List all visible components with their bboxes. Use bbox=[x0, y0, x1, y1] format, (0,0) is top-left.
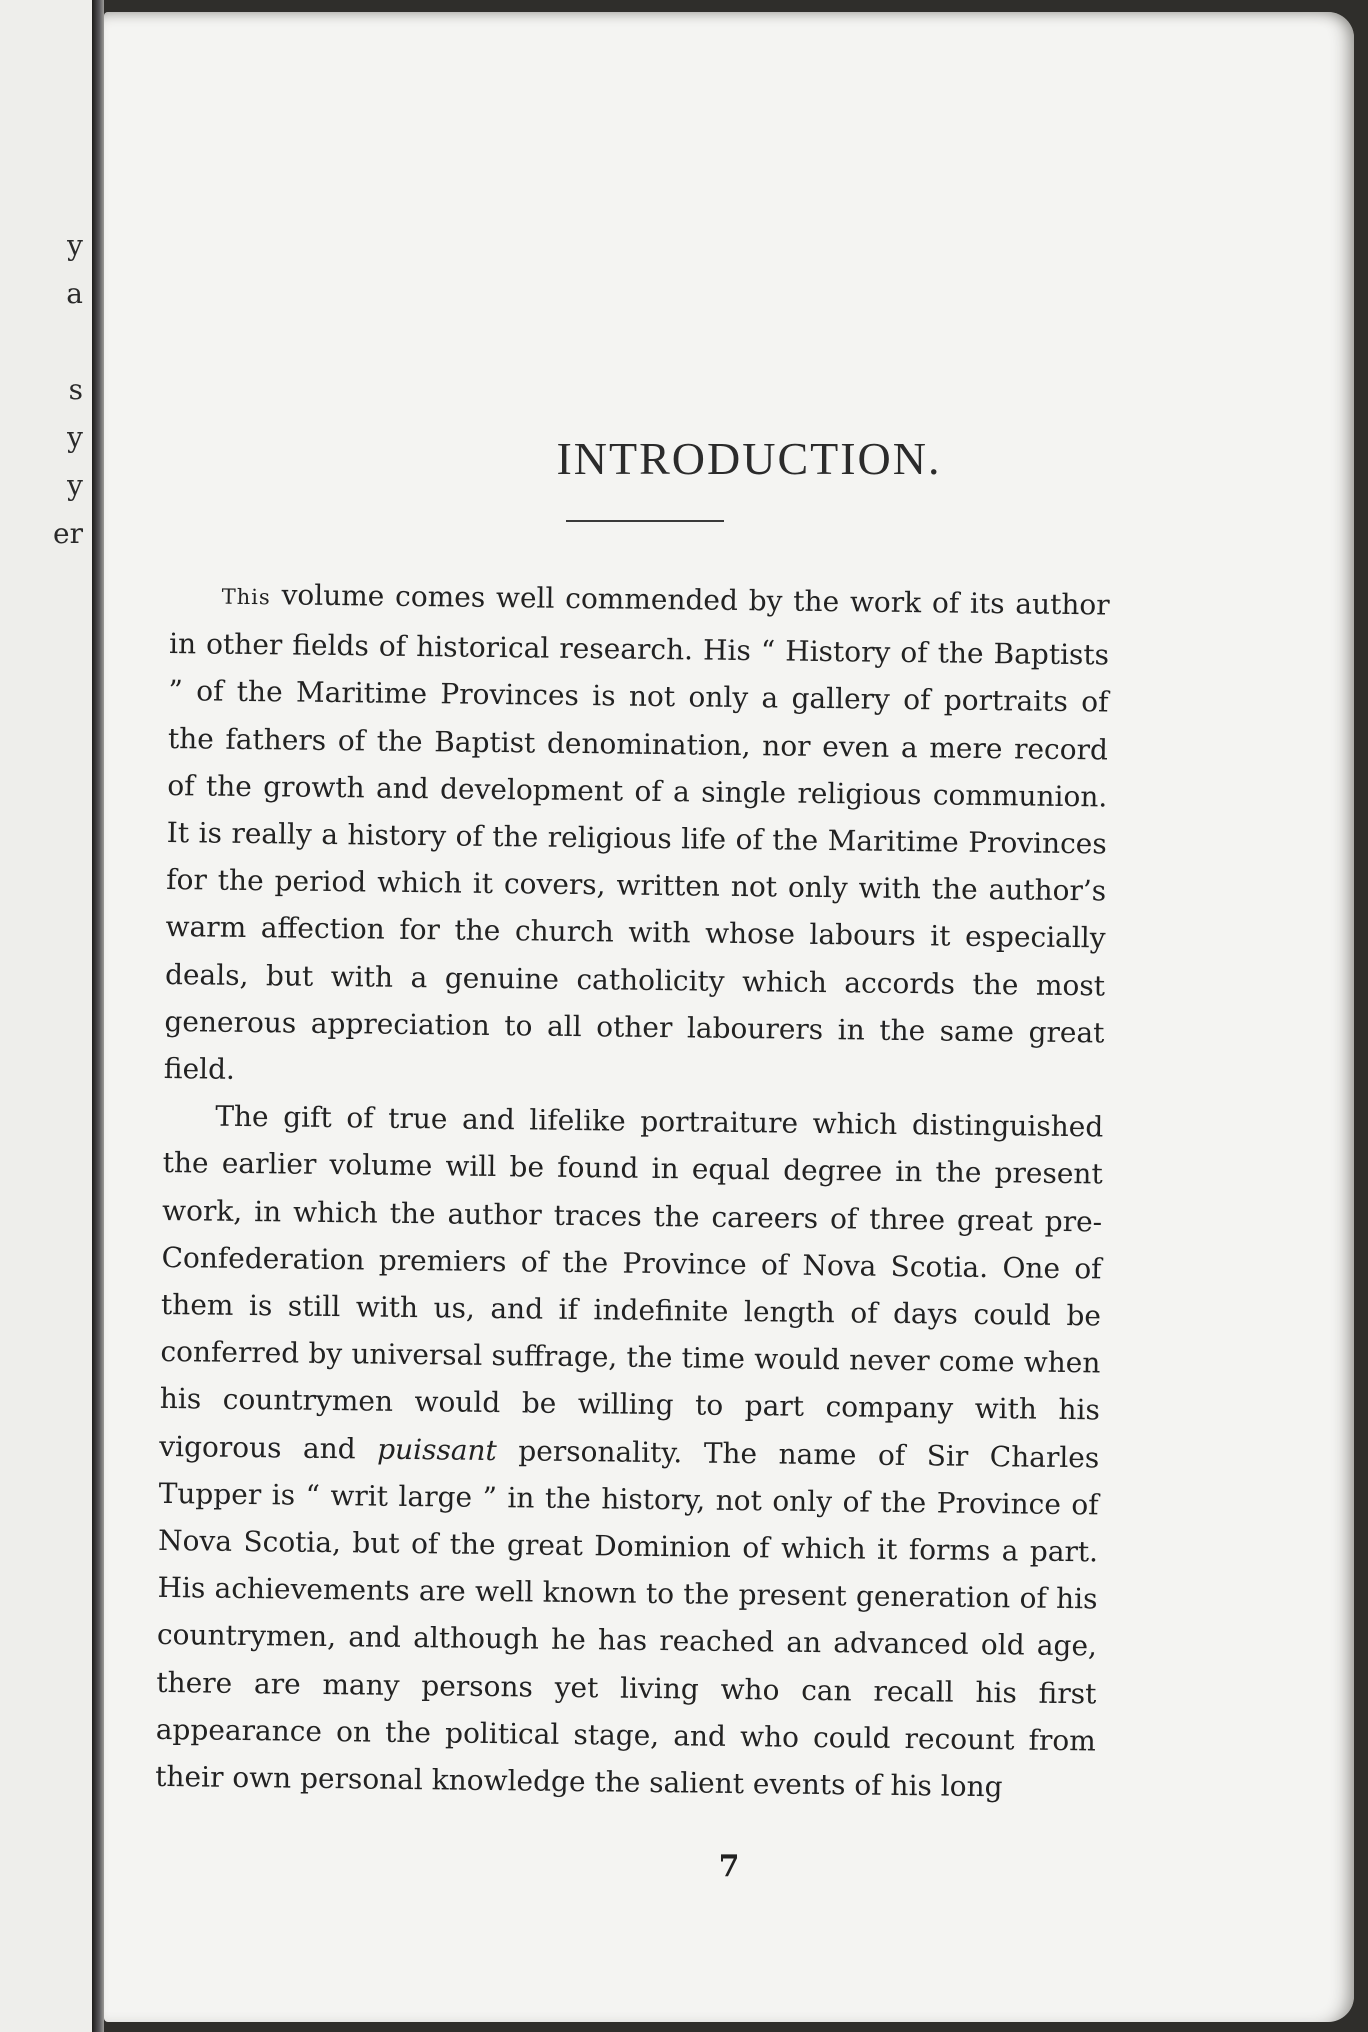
fragment: a bbox=[66, 277, 83, 310]
fragment bbox=[53, 318, 83, 366]
paragraph-1 bbox=[164, 570, 1110, 1104]
fragment: er bbox=[53, 517, 83, 550]
fragment: s bbox=[68, 373, 83, 406]
facing-page-edge bbox=[0, 0, 98, 2032]
book-gutter bbox=[92, 0, 104, 2032]
italic-word: puissant bbox=[376, 1432, 498, 1467]
body-text bbox=[155, 570, 1110, 1812]
facing-page-text-fragments bbox=[53, 222, 83, 558]
paragraph-1-text: volume comes well commended by the work of its author in other fields of historical research. His “ History of the Baptists ” of the Maritime Provinces is not only a gallery of portraits of the fathers of the Baptist denomination, nor even a mere record of the growth and development of a single religious communion. It is really a history of the religious life of the Maritime Provinces for the period which it covers, written not only with the author’s warm affection for the church with whose labours it especially deals, but with a genuine catholicity which accords the most generous appreciation to all other labourers in the same great field. bbox=[163, 578, 1110, 1086]
page-title: INTRODUCTION. bbox=[556, 433, 942, 484]
paragraph-2-text-a: The gift of true and lifelike portraiture which distinguished the earlier volume will be found in equal degree in the present work, in which the author traces the careers of three great pre-Confederation premiers of the Province of Nova Scotia. One of them is still with us, and if indefinite length of days could be conferred by universal suffrage, the time would never come when his countrymen would be willing to part company with his vigorous and bbox=[159, 1099, 1104, 1466]
paragraph-2 bbox=[155, 1092, 1104, 1811]
page-number: 7 bbox=[718, 1849, 740, 1884]
book-page bbox=[104, 12, 1354, 2022]
fragment: y bbox=[67, 469, 83, 502]
fragment: y bbox=[67, 421, 83, 454]
fragment: y bbox=[67, 229, 83, 262]
title-rule bbox=[566, 520, 724, 522]
lead-word-smallcaps: This bbox=[221, 584, 271, 610]
paragraph-2-text-b: personality. The name of Sir Charles Tupper is “ writ large ” in the history, not only of the Province of Nova Scotia, but of the great Dominion of which it forms a part. His achievements are well known to the present generation of his countrymen, and although he has reached an advanced old age, there are many persons yet living who can recall his first appearance on the political stage, and who could recount from their own personal knowledge the salient events of his long bbox=[155, 1433, 1100, 1804]
